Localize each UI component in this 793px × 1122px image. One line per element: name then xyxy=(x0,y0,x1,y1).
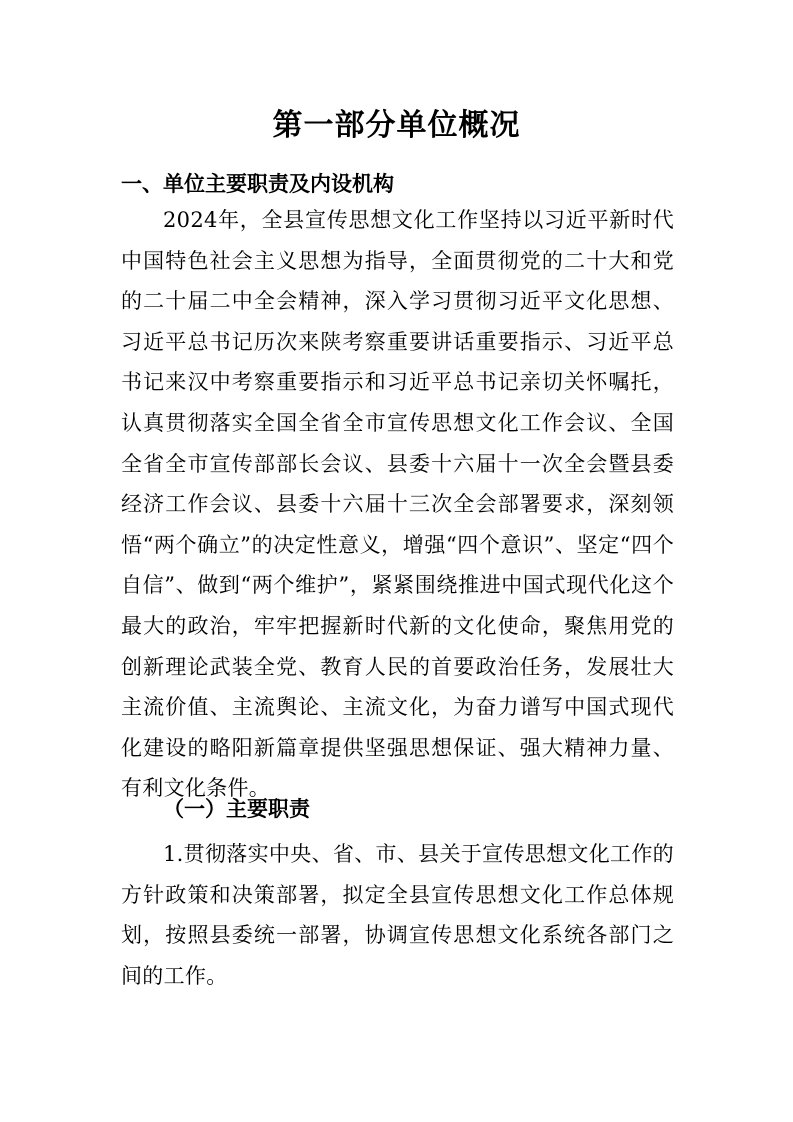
duty-paragraph: 1.贯彻落实中央、省、市、县关于宣传思想文化工作的方针政策和决策部署，拟定全县宣传思想文化工作总体规划，按照县委统一部署，协调宣传思想文化系统各部门之间的工作。 xyxy=(121,842,674,988)
page-title: 第一部分单位概况 xyxy=(272,108,521,143)
intro-paragraph: 2024年，全县宣传思想文化工作坚持以习近平新时代中国特色社会主义思想为指导，全面贯彻党的二十大和党的二十届二中全会精神，深入学习贯彻习近平文化思想、习近平总书记历次来陕考察重要讲话重要指示、习近平总书记来汉中考察重要指示和习近平总书记亲切关怀嘱托，认真贯彻落实全国全省全市宣传思想文化工作会议、全国全省全市宣传部部长会议、县委十六届十一次全会暨县委经济工作会议、县委十六届十三次全会部署要求，深刻领悟“两个确立”的决定性意义，增强“四个意识”、坚定“四个自信”、做到“两个维护”，紧紧围绕推进中国式现代化这个最大的政治，牢牢把握新时代新的文化使命，聚焦用党的创新理论武装全党、教育人民的首要政治任务，发展壮大主流价值、主流舆论、主流文化，为奋力谱写中国式现代化建设的略阳新篇章提供坚强思想保证、强大精神力量、有利文化条件。 xyxy=(121,208,674,801)
subsection-heading: （一）主要职责 xyxy=(163,796,310,821)
section-heading: 一、单位主要职责及内设机构 xyxy=(121,172,394,196)
